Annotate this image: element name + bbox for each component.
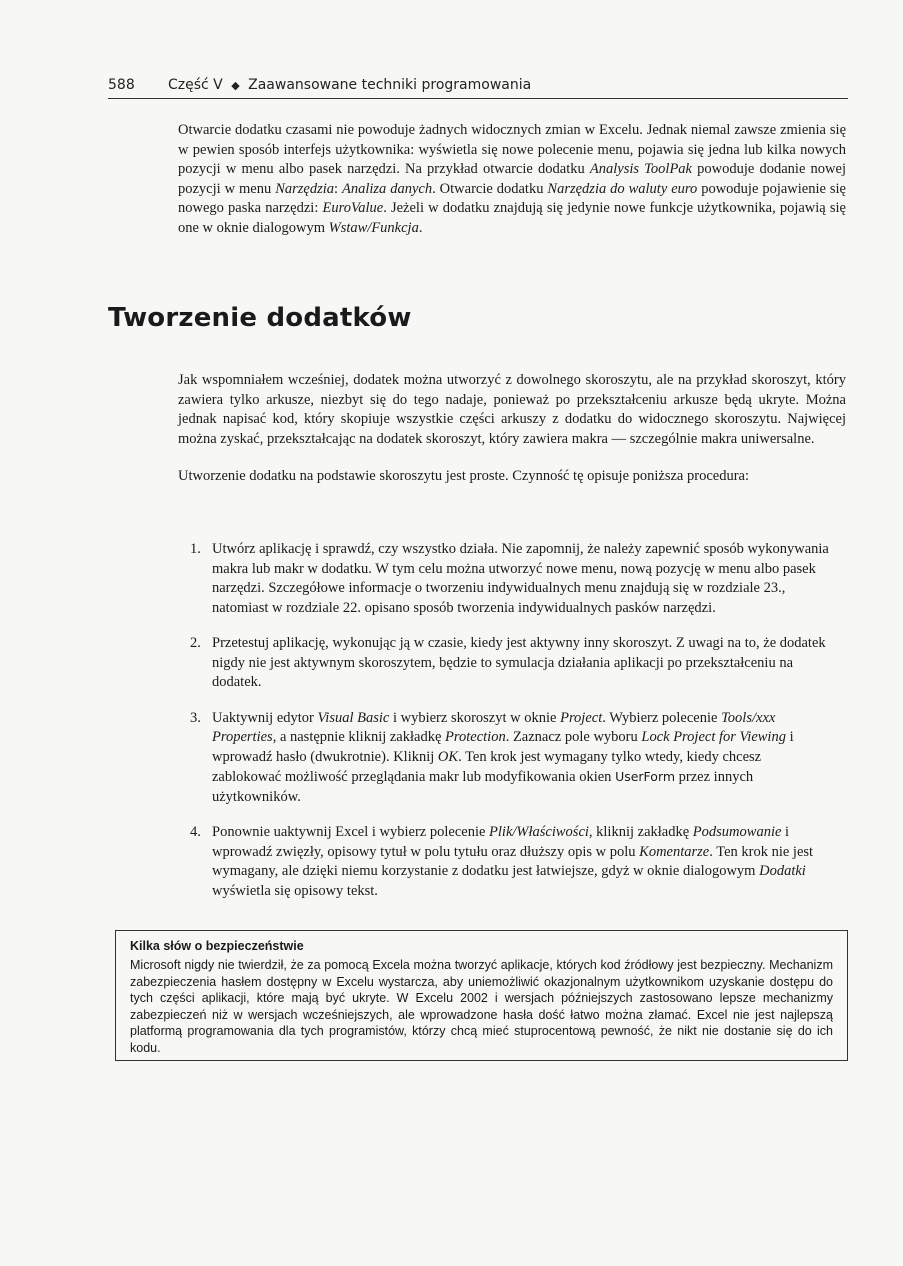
step-text: i wybierz skoroszyt w oknie: [389, 709, 561, 726]
intro-text: . Otwarcie dodatku: [432, 180, 548, 197]
list-item-number: 3.: [190, 709, 201, 726]
step-text: . Zaznacz pole wyboru: [505, 729, 642, 745]
step-text: , kliknij zakładkę: [588, 824, 693, 840]
step-italic-term: Plik/Właściwości: [489, 824, 589, 840]
step-italic-term: Project: [560, 709, 603, 726]
note-text: Microsoft nigdy nie twierdził, że za pomocą Excela można tworzyć aplikacje, których kod źródłowy jest bezpieczny. Mechanizm zabezpieczenia hasłem dostępny w Excelu wystarcza, aby uniemożliwić okazjonalnym użytkownikom uzyskanie dostępu do tych części aplikacji, które mają być ukryte. W Excelu 2002 i wersjach późniejszych zastosowano lepsze mechanizmy zabezpieczeń niż w wersjach wcześniejszych, ale wprowadzone hasła dość łatwo można złamać. Excel nie jest najlepszą platformą programowania dla tych programistów, którzy chcą mieć stuprocentową pewność, że nikt nie dostanie się do ich kodu.: [130, 958, 833, 1055]
part-title: Zaawansowane techniki programowania: [248, 77, 532, 93]
step-text: , a następnie kliknij zakładkę: [272, 729, 446, 745]
list-item: [190, 634, 830, 693]
intro-italic-term: Narzędzia: [275, 180, 335, 197]
step-italic-term: Lock Project for Viewing: [641, 729, 786, 745]
part-label: Część V: [168, 77, 223, 93]
intro-italic-term: Analysis ToolPak: [589, 161, 692, 177]
list-item-number: 4.: [190, 824, 201, 840]
step-text: Uaktywnij edytor: [212, 709, 318, 726]
intro-text: powoduje dodanie nowej pozycji w menu: [178, 161, 846, 197]
list-item-text: [212, 710, 794, 805]
intro-italic-term: EuroValue: [322, 200, 384, 216]
header-rule: [108, 98, 848, 99]
intro-italic-term: Analiza danych: [341, 180, 433, 197]
section-heading: Tworzenie dodatków: [108, 303, 412, 333]
step-code-term: UserForm: [615, 769, 676, 784]
step-text: . Wybierz polecenie: [602, 709, 722, 726]
intro-italic-term: Narzędzia do waluty euro: [547, 180, 698, 197]
procedure-list: [190, 540, 830, 917]
list-item: [190, 540, 830, 618]
step-text: i wprowadź hasło (dwukrotnie). Kliknij: [212, 729, 794, 765]
intro-text: :: [334, 180, 342, 197]
page-number: 588: [108, 77, 135, 93]
list-item-text: Przetestuj aplikację, wykonując ją w czasie, kiedy jest aktywny inny skoroszyt. Z uwagi na to, że dodatek nigdy nie jest aktywnym skoroszytem, będzie to symulacja działania aplikacji po przekształceniu na dodatek.: [212, 635, 826, 690]
running-header: [108, 77, 848, 93]
intro-text: .: [418, 219, 423, 236]
list-item: [190, 709, 830, 808]
list-item: [190, 823, 830, 901]
intro-text: . Jeżeli w dodatku znajdują się jedynie nowe funkcje użytkownika, pojawią się one w oknie dialogowym: [178, 200, 846, 236]
note-title: Kilka słów o bezpieczeństwie: [130, 939, 304, 953]
step-italic-term: Komentarze: [639, 843, 710, 860]
section-paragraph-2: Utworzenie dodatku na podstawie skoroszytu jest proste. Czynność tę opisuje poniższa procedura:: [178, 468, 749, 484]
step-italic-term: Podsumowanie: [692, 824, 782, 840]
step-italic-term: Protection: [445, 729, 506, 745]
step-text: wyświetla się opisowy tekst.: [212, 882, 378, 899]
step-text: Ponownie uaktywnij Excel i wybierz polecenie: [212, 824, 490, 840]
step-italic-term: Dodatki: [759, 863, 806, 879]
intro-text: powoduje pojawienie się nowego paska narzędzi:: [178, 180, 846, 216]
intro-paragraph: [178, 121, 846, 238]
step-italic-term: OK: [437, 748, 459, 765]
diamond-icon: ◆: [231, 79, 240, 92]
step-text: . Ten krok nie jest wymagany, ale dzięki niemu korzystanie z dodatku jest łatwiejsze, gdyż w oknie dialogowym: [212, 843, 814, 879]
list-item-text: [212, 824, 813, 899]
step-italic-term: Tools/xxx Properties: [212, 709, 776, 745]
intro-text: Otwarcie dodatku czasami nie powoduje żadnych widocznych zmian w Excelu. Jednak niemal zawsze zmienia się w pewien sposób interfejs użytkownika: wyświetla się nowe polecenie menu, pojawia się jedna lub kilka nowych pozycji w menu albo pasek narzędzi. Na przykład otwarcie dodatku: [178, 122, 846, 177]
intro-italic-term: Wstaw/Funkcja: [328, 219, 419, 236]
list-item-number: 2.: [190, 635, 201, 651]
step-italic-term: Visual Basic: [317, 709, 390, 726]
step-text: . Ten krok jest wymagany tylko wtedy, kiedy chcesz zablokować możliwość przeglądania makr lub modyfikowania okien: [212, 748, 762, 785]
list-item-number: 1.: [190, 541, 201, 557]
step-text: przez innych użytkowników.: [212, 769, 754, 805]
step-text: i wprowadź zwięzły, opisowy tytuł w polu tytułu oraz dłuższy opis w polu: [212, 824, 790, 860]
section-paragraph-1: Jak wspomniałem wcześniej, dodatek można utworzyć z dowolnego skoroszytu, ale na przykład skoroszyt, który zawiera tylko arkusze, niezbyt się do tego nadaje, ponieważ po przekształceniu arkusze będą ukryte. Można jednak napisać kod, który skopiuje wszystkie części arkuszy z dodatku do widocznego skoroszytu. Najwięcej można zyskać, przekształcając na dodatek skoroszyt, który zawiera makra — szczególnie makra uniwersalne.: [178, 372, 846, 447]
security-note-box: [115, 930, 848, 1061]
list-item-text: Utwórz aplikację i sprawdź, czy wszystko działa. Nie zapomnij, że należy zapewnić sposób wykonywania makra lub makr w dodatku. W tym celu można utworzyć nowe menu, nową pozycję w menu albo pasek narzędzi. Szczegółowe informacje o tworzeniu indywidualnych menu znajdują się w rozdziale 23., natomiast w rozdziale 22. opisano sposób tworzenia indywidualnych pasków narzędzi.: [212, 541, 829, 616]
